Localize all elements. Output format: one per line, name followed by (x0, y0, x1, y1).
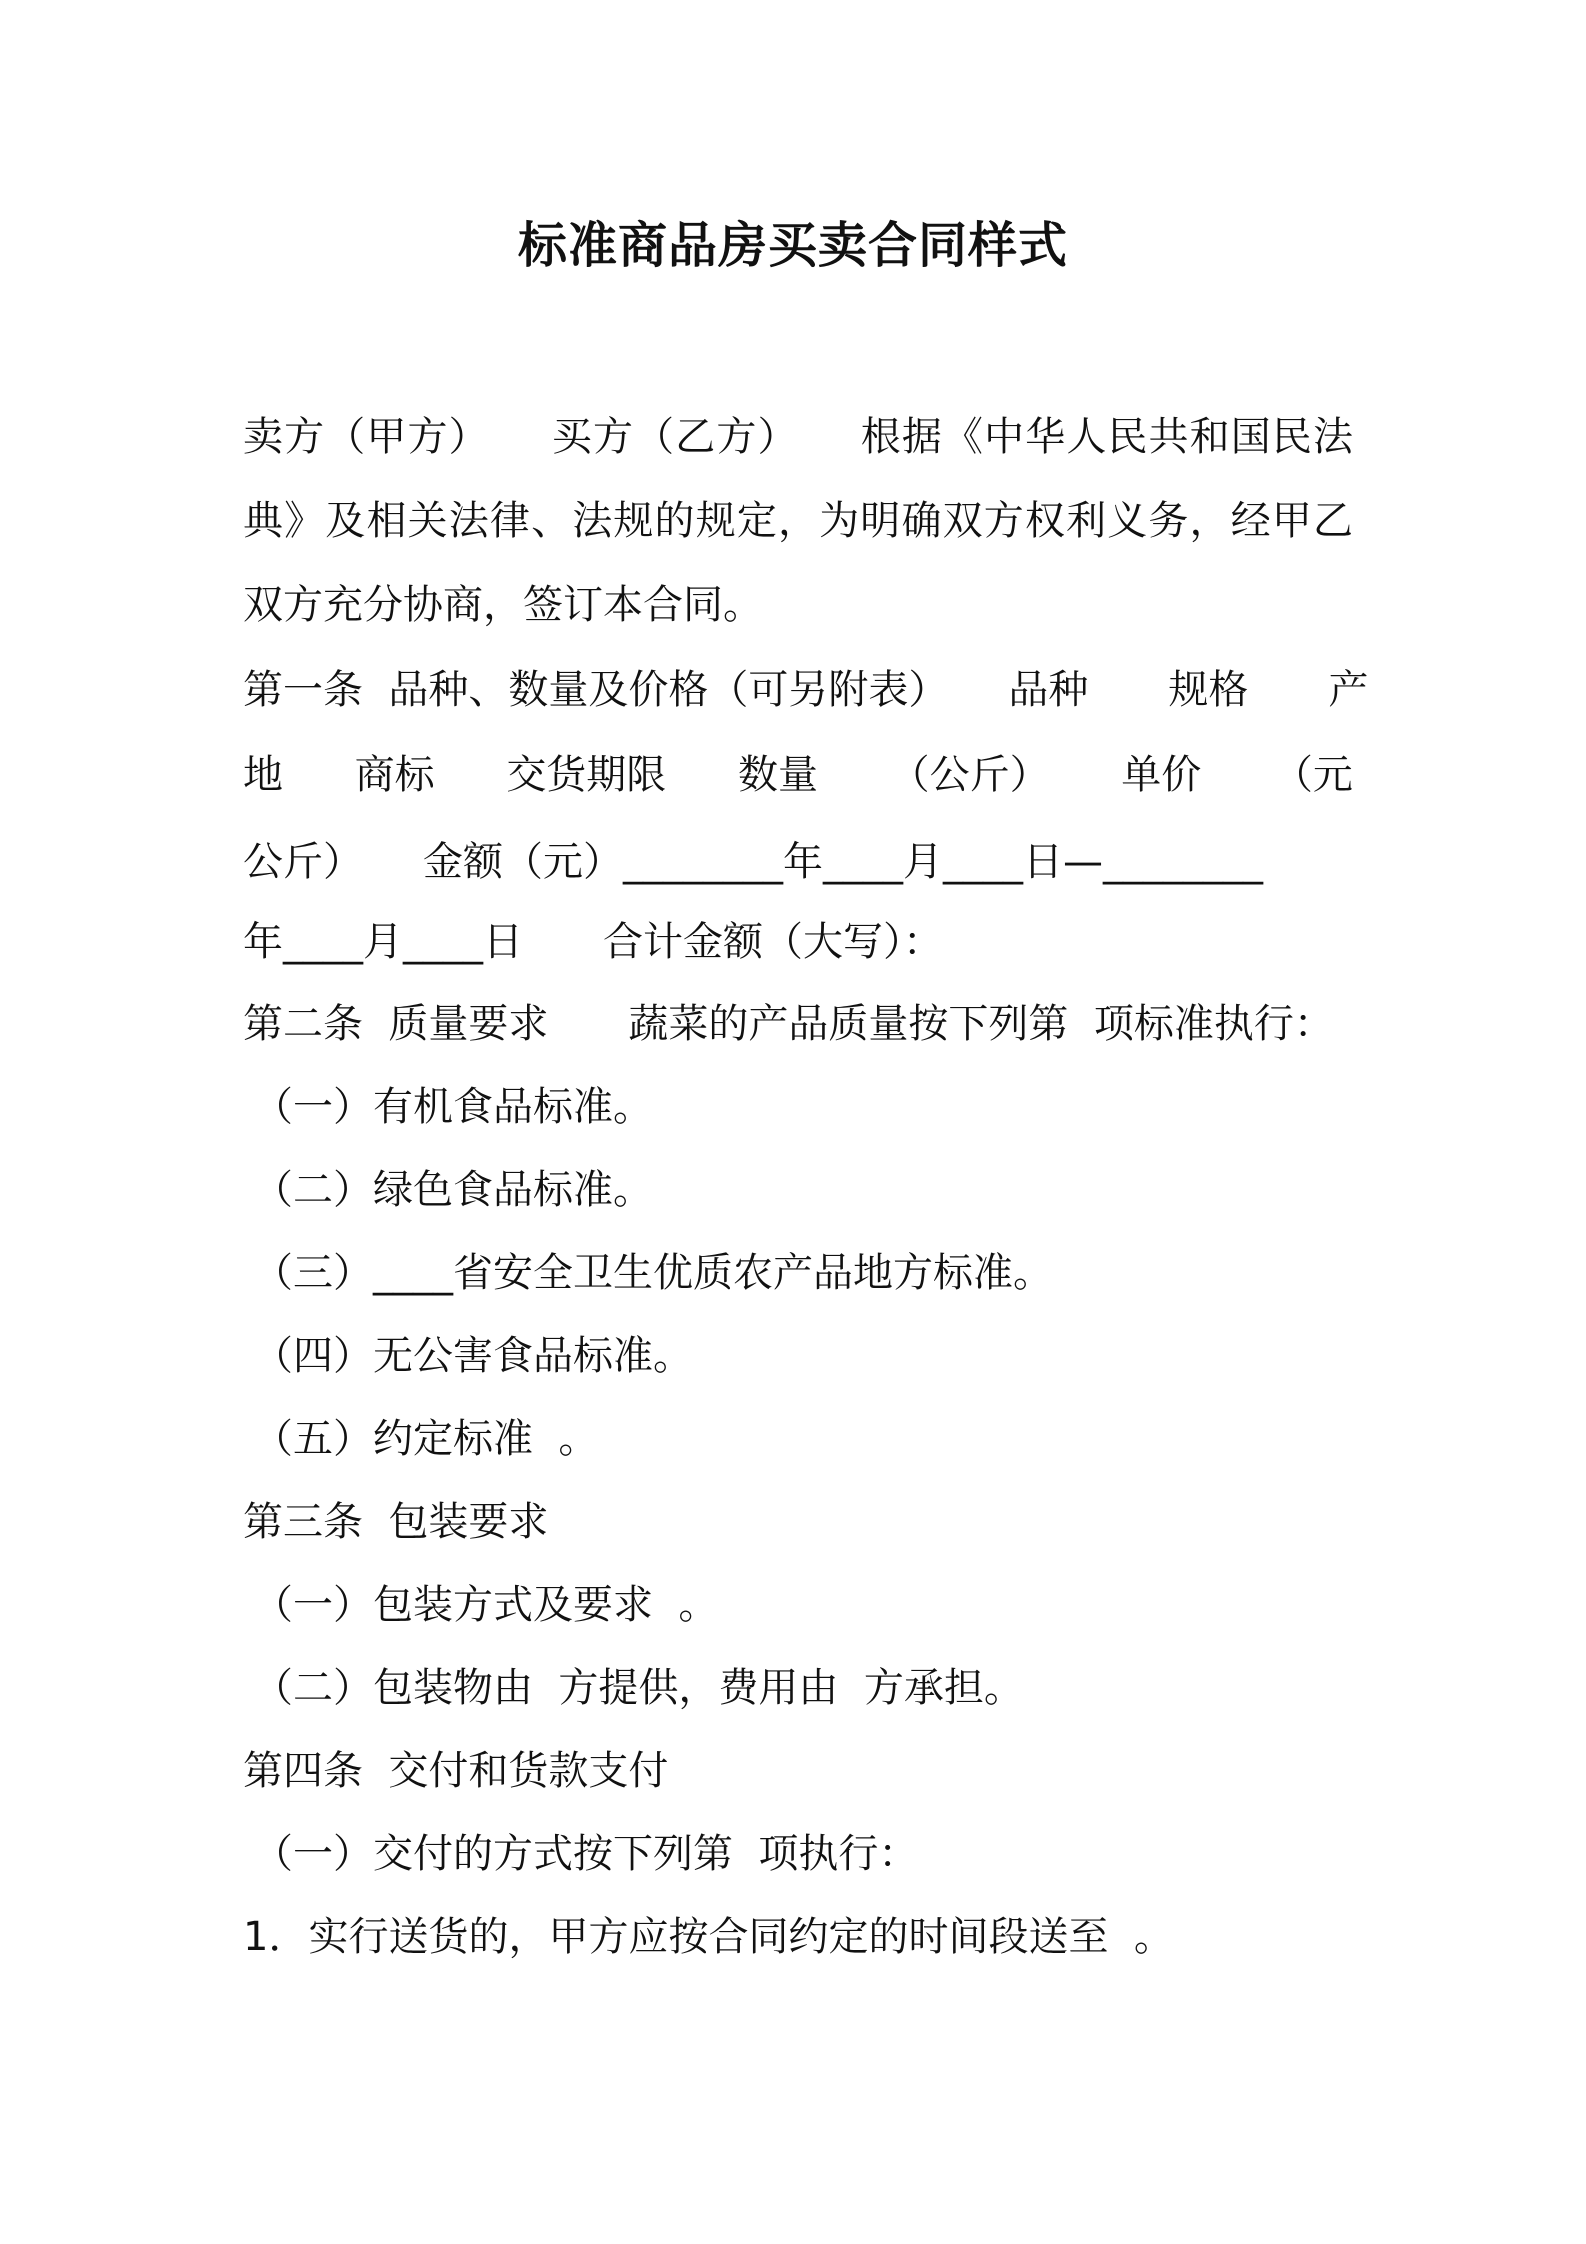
article1-line2 (243, 745, 1353, 805)
article2-item-5: （五）约定标准 。 (253, 1416, 599, 1462)
article2-item-1: （一）有机食品标准。 (253, 1084, 653, 1130)
article2-item-3: （三）____省安全卫生优质农产品地方标准。 (253, 1250, 1053, 1296)
article1-line3: 公斤） 金额（元）________年____月____日—________ (243, 839, 1263, 885)
col-delivery-deadline: 交货期限 (506, 752, 667, 798)
article4-item-2: 1．实行送货的，甲方应按合同约定的时间段送至 。 (243, 1914, 1174, 1960)
article3-item-2: （二）包装物由 方提供，费用由 方承担。 (253, 1665, 1024, 1711)
col-yuan: （元 (1272, 752, 1353, 798)
col-quantity: 数量 (737, 752, 818, 798)
article2-item-4: （四）无公害食品标准。 (253, 1333, 693, 1379)
article4-heading: 第四条 交付和货款支付 (243, 1748, 669, 1794)
article1-line4: 年____月____日 合计金额（大写）： (243, 919, 943, 965)
article2-item-2: （二）绿色食品标准。 (253, 1167, 653, 1213)
intro-paragraph: 卖方（甲方） 买方（乙方） 根据《中华人民共和国民法典》及相关法律、法规的规定，为明确双方权利义务，经甲乙双方充分协商，签订本合同。 (243, 414, 1353, 628)
article4-item-1: （一）交付的方式按下列第 项执行： (253, 1831, 919, 1877)
article3-heading: 第三条 包装要求 (243, 1499, 549, 1545)
document-title: 标准商品房买卖合同样式 (517, 217, 1068, 274)
article1-line1: 第一条 品种、数量及价格（可另附表） 品种 规格 产 (243, 667, 1369, 713)
article2-heading: 第二条 质量要求 蔬菜的产品质量按下列第 项标准执行： (243, 1001, 1334, 1047)
col-unit-price: 单价 (1121, 752, 1202, 798)
col-origin: 地 (243, 752, 283, 798)
col-kg-unit: （公斤） (889, 752, 1050, 798)
col-brand: 商标 (354, 752, 435, 798)
article3-item-1: （一）包装方式及要求 。 (253, 1582, 719, 1628)
